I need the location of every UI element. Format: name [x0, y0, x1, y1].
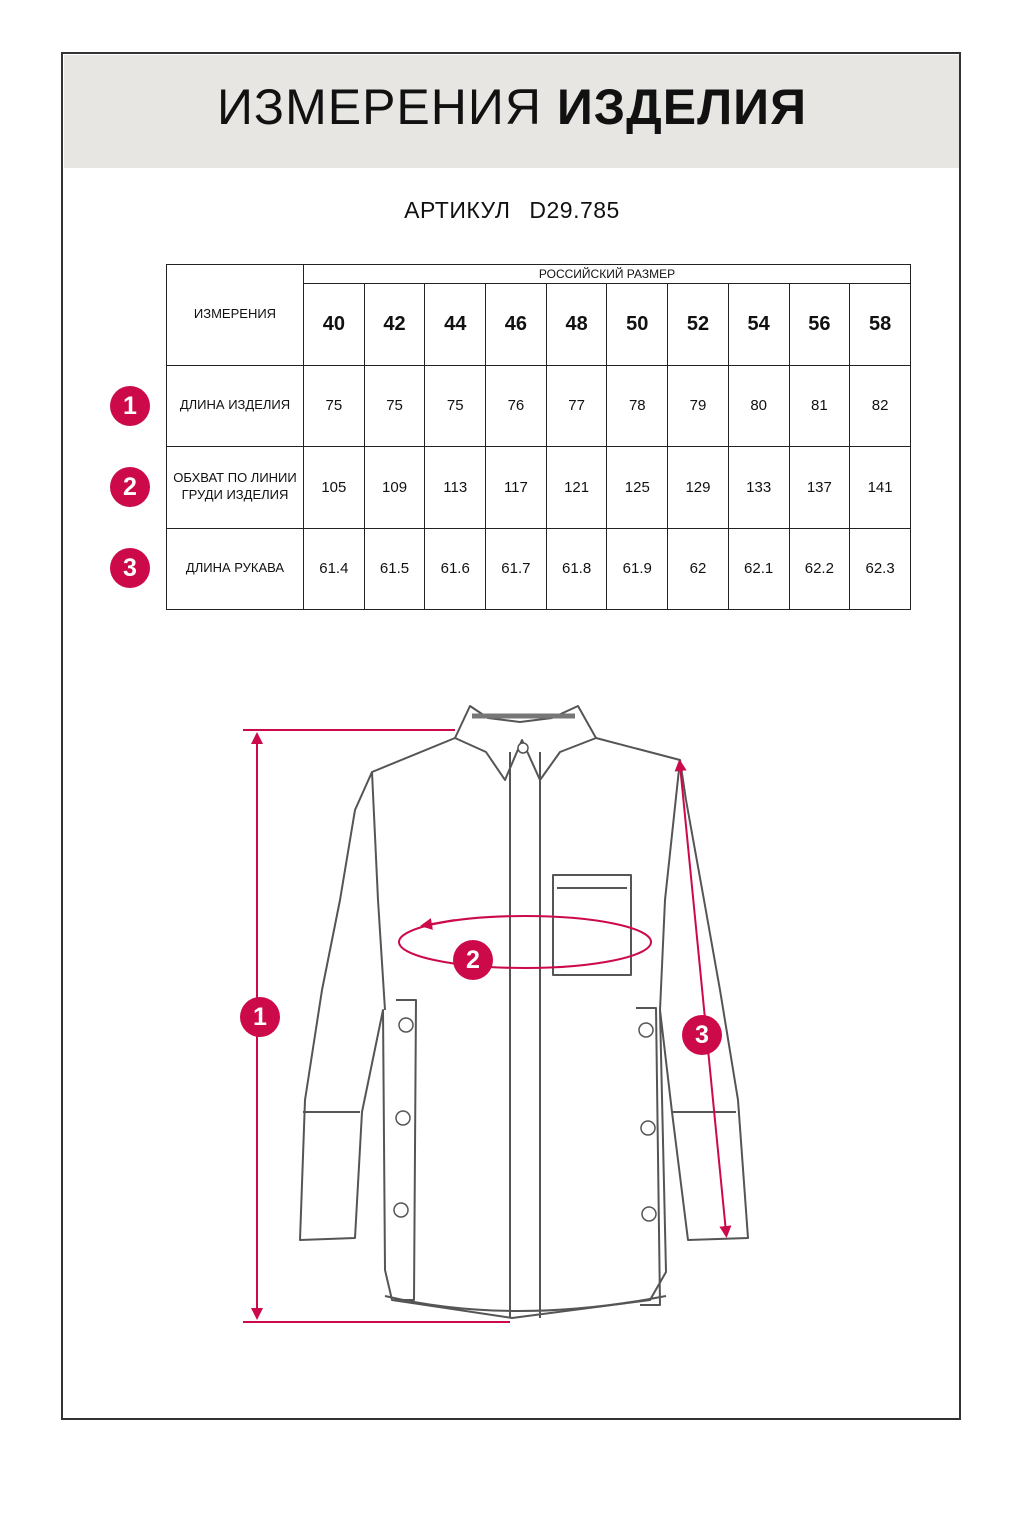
table-cell: 113: [425, 447, 486, 528]
page-title-bold: ИЗДЕЛИЯ: [556, 79, 808, 135]
table-cell: 117: [486, 447, 547, 528]
table-cell: 62.3: [850, 528, 911, 609]
table-cell: 79: [668, 365, 729, 446]
row-marker-2: 2: [110, 467, 150, 507]
table-cell: 77: [546, 365, 607, 446]
table-cell: 129: [668, 447, 729, 528]
table-cell: 105: [304, 447, 365, 528]
row-marker-1: 1: [110, 386, 150, 426]
row-marker-3: 3: [110, 548, 150, 588]
table-cell: 121: [546, 447, 607, 528]
article-label: АРТИКУЛ: [404, 197, 511, 223]
table-cell: 125: [607, 447, 668, 528]
sleeve-measure-line: [680, 765, 726, 1232]
table-cell: 137: [789, 447, 850, 528]
table-cell: 61.4: [304, 528, 365, 609]
corner-label: ИЗМЕРЕНИЯ: [167, 265, 304, 366]
table-cell: 62.2: [789, 528, 850, 609]
size-header: 44: [425, 284, 486, 365]
size-header: 50: [607, 284, 668, 365]
size-header: 54: [728, 284, 789, 365]
row-label: ДЛИНА ИЗДЕЛИЯ: [167, 365, 304, 446]
size-header: 42: [364, 284, 425, 365]
table-cell: 61.8: [546, 528, 607, 609]
size-header: 40: [304, 284, 365, 365]
table-cell: 75: [425, 365, 486, 446]
group-header: РОССИЙСКИЙ РАЗМЕР: [304, 265, 911, 284]
table-cell: 62: [668, 528, 729, 609]
size-header: 46: [486, 284, 547, 365]
diagram-marker-2: 2: [453, 940, 493, 980]
size-header: 48: [546, 284, 607, 365]
table-cell: 82: [850, 365, 911, 446]
table-cell: 76: [486, 365, 547, 446]
shirt-outline-icon: [300, 706, 748, 1318]
length-measure-line: [243, 730, 510, 1322]
size-header: 52: [668, 284, 729, 365]
table-cell: 81: [789, 365, 850, 446]
row-label: ДЛИНА РУКАВА: [167, 528, 304, 609]
table-cell: 62.1: [728, 528, 789, 609]
table-cell: 78: [607, 365, 668, 446]
size-header: 56: [789, 284, 850, 365]
table-cell: 141: [850, 447, 911, 528]
article-value: D29.785: [529, 197, 620, 223]
table-cell: 75: [304, 365, 365, 446]
table-cell: 61.7: [486, 528, 547, 609]
table-cell: 61.6: [425, 528, 486, 609]
table-cell: 75: [364, 365, 425, 446]
size-header: 58: [850, 284, 911, 365]
diagram-marker-3: 3: [682, 1015, 722, 1055]
chest-measure-line: [399, 916, 651, 968]
diagram-marker-1: 1: [240, 997, 280, 1037]
table-cell: 61.5: [364, 528, 425, 609]
table-cell: 80: [728, 365, 789, 446]
table-cell: 61.9: [607, 528, 668, 609]
table-cell: 109: [364, 447, 425, 528]
button-icon: [394, 743, 656, 1221]
page-title-light: ИЗМЕРЕНИЯ: [216, 79, 542, 135]
table-cell: 133: [728, 447, 789, 528]
row-label: ОБХВАТ ПО ЛИНИИ ГРУДИ ИЗДЕЛИЯ: [167, 447, 304, 528]
